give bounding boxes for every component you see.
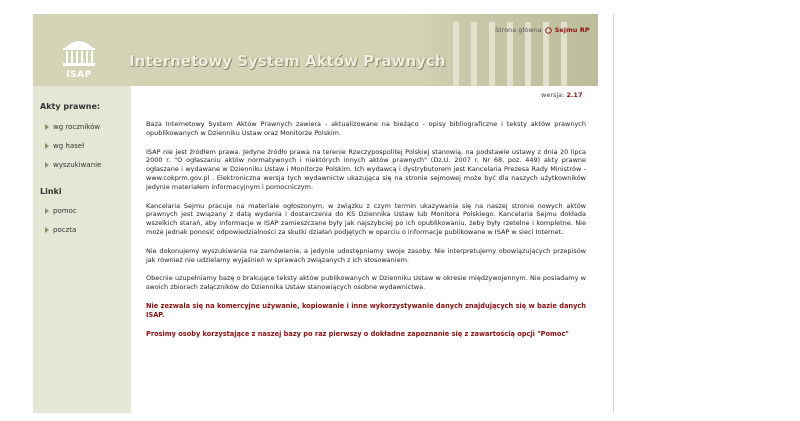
- intro-paragraph: Baza Internetowy System Aktów Prawnych zawiera - aktualizowane na bieżąco - opisy bibliograficzne i teksty aktów prawnych opublikowanych w Dzienniku Ustaw oraz Monitorze Polskim.: [146, 120, 586, 137]
- page-frame: [33, 14, 614, 413]
- sidebar-item-by-keyword[interactable]: [45, 142, 84, 150]
- parliament-photo: [413, 14, 598, 86]
- acts-heading: Akty prawne:: [40, 102, 101, 111]
- arrow-bullet-icon: [45, 124, 49, 130]
- sidebar-item-mail[interactable]: [45, 226, 76, 234]
- version-number: 2.17: [566, 91, 583, 99]
- version-label: wersja:: [541, 91, 565, 99]
- sidebar-item-label: wg roczników: [53, 123, 101, 131]
- logo-label: ISAP: [66, 70, 92, 80]
- sidebar-item-help[interactable]: [45, 207, 77, 215]
- parliament-icon: [59, 36, 99, 68]
- main-content: [146, 120, 586, 348]
- isap-logo[interactable]: [49, 36, 109, 80]
- sidebar-item-by-year[interactable]: [45, 123, 100, 131]
- arrow-bullet-icon: [45, 227, 49, 233]
- sidebar-item-label: wyszukiwanie: [53, 161, 102, 169]
- sejm-homepage-link[interactable]: Sejmu RP: [554, 26, 590, 34]
- sidebar-item-label: pomoc: [53, 207, 77, 215]
- sidebar-item-label: poczta: [53, 226, 77, 234]
- sidebar-item-label: wg haseł: [53, 142, 85, 150]
- no-search-paragraph: Nie dokonujemy wyszukiwania na zamówienie, a jedynie udostępniamy swoje zasoby. Nie interpretujemy obowiązujących przepisów jak również nie udzielamy wyjaśnień w sprawach związanych z ich stosowaniem.: [146, 246, 586, 264]
- version-info: [541, 91, 582, 99]
- page-title: Internetowy System Aktów Prawnych: [129, 52, 446, 70]
- arrow-bullet-icon: [45, 143, 49, 149]
- links-heading: Linki: [40, 187, 62, 196]
- homepage-prefix: Strona główna: [495, 26, 542, 34]
- sidebar-item-search[interactable]: [45, 161, 101, 169]
- arrow-bullet-icon: [45, 208, 49, 214]
- legal-source-paragraph: ISAP nie jest źródłem prawa. Jedyne źródło prawa na terenie Rzeczypospolitej Polskiej stanowią, na podstawie ustawy z dnia 20 lipca 2000 r. "O ogłaszaniu aktów normatywnych i niektórych innych aktów prawnych" (Dz.U. 2007 r. Nr 68, poz. 449) akty prawne ogłaszane i wydawane w Dzienniku Ustaw i Monitorze Polskim. Ich wydawcą i dystrybutorem jest Kancelaria Prezesa Rady Ministrów - www.cokprm.gov.pl . Elektroniczna wersja tych wydawnictw ukazująca się na stronie sejmowej może być dla naszych użytkowników jedynie materiałem informacyjnym i pomocniczym.: [146, 147, 586, 191]
- header-banner: [33, 14, 598, 86]
- sidebar: [33, 86, 131, 413]
- help-notice: Prosimy osoby korzystające z naszej bazy po raz pierwszy o dokładne zapoznanie się z zawartością opcji "Pomoc": [146, 329, 569, 338]
- supplement-paragraph: Obecnie uzupełniamy bazę o brakujące teksty aktów publikowanych w Dzienniku Ustaw w okresie międzywojennym. Nie posiadamy w swoich zbiorach załączników do Dziennika Ustaw stanowiących osobne wydawnictwa.: [146, 274, 586, 292]
- arrow-bullet-icon: [45, 162, 49, 168]
- homepage-link-bar: [495, 26, 589, 34]
- commercial-use-warning: Nie zezwala się na komercyjne używanie, kopiowanie i inne wykorzystywanie danych znajdujących się w bazie danych ISAP.: [146, 301, 586, 319]
- publication-paragraph: Kancelaria Sejmu pracuje na materiale ogłoszonym, w związku z czym termin ukazywania się na naszej stronie nowych aktów prawnych jest związany z datą wydania i dostarczenia do KS Dziennika Ustaw lub Monitora Polskiego. Kancelaria Sejmu dokłada wszelkich starań, aby informacje w ISAP zamieszczane były jak najszybciej po ich opublikowaniu, żeby były rzetelne i kompletne. Nie może jednak ponosić odpowiedzialności za skutki działań podjętych w oparciu o informacje publikowane w ISAP w sieci Internet.: [146, 201, 586, 236]
- sejm-eagle-icon: [545, 27, 552, 34]
